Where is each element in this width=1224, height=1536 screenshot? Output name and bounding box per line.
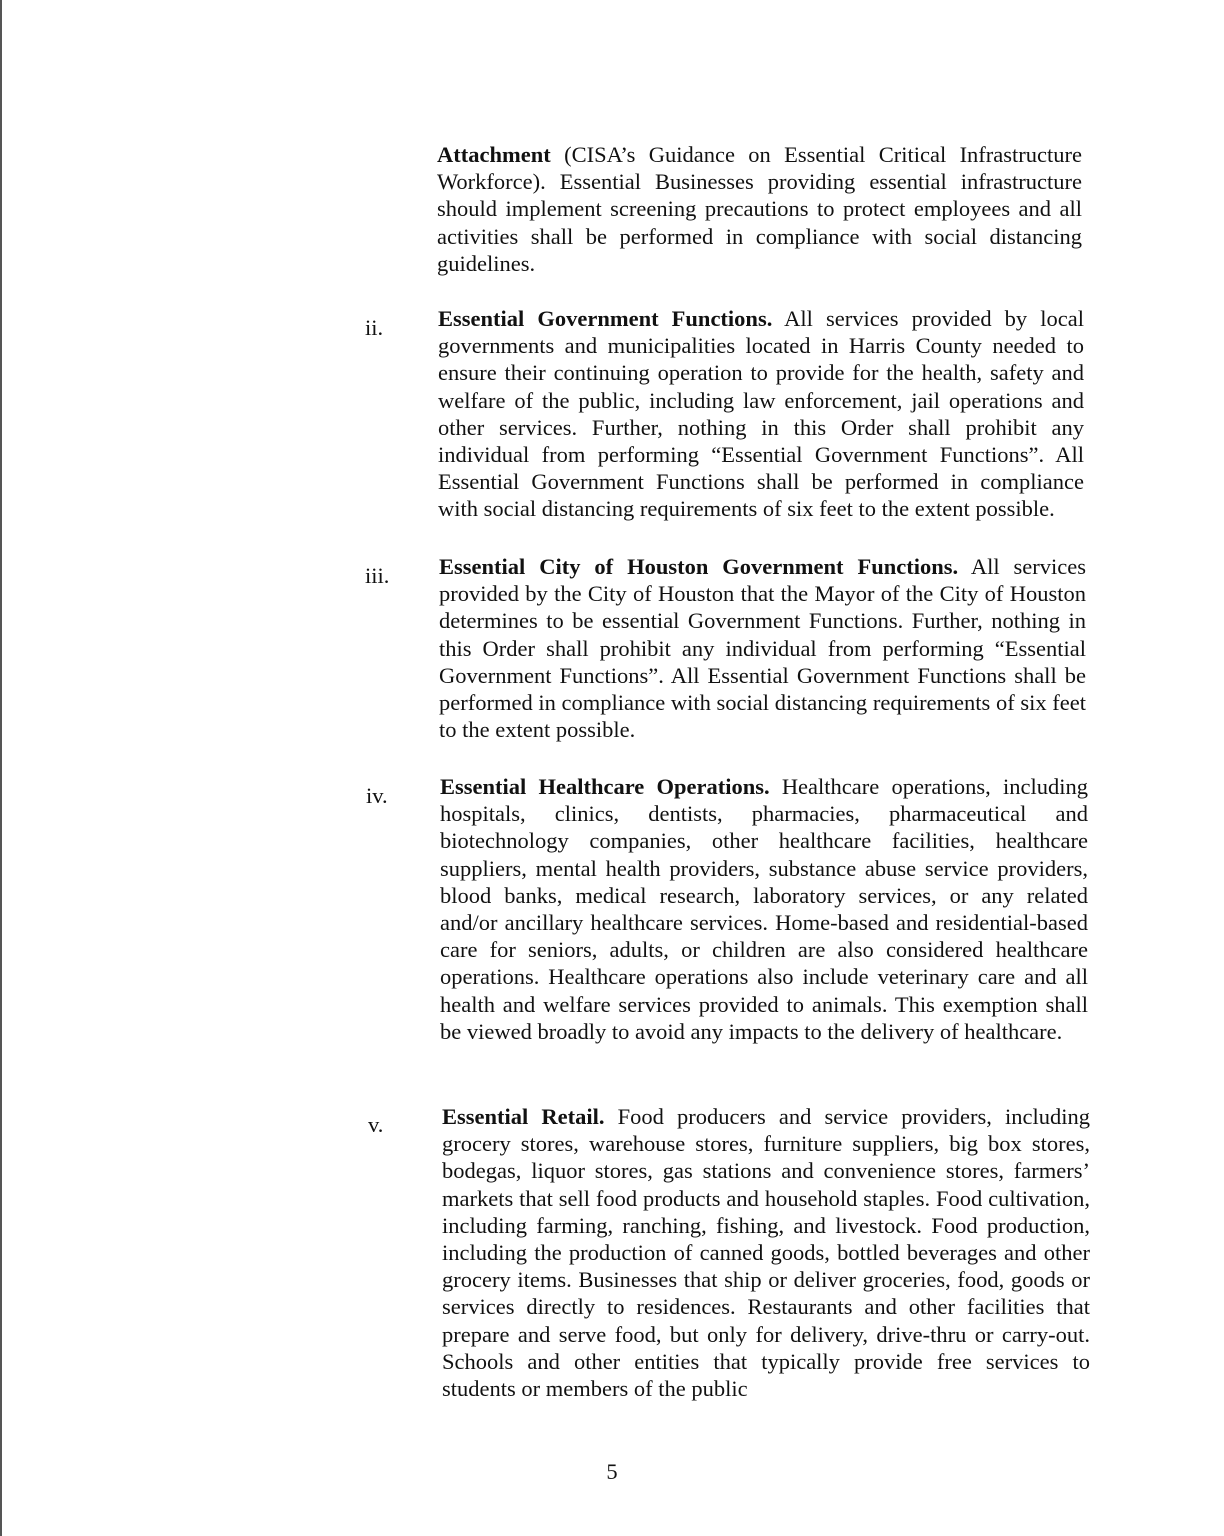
intro-lead: Attachment <box>437 142 551 167</box>
item-lead-iii: Essential City of Houston Government Functions. <box>439 554 959 579</box>
item-body-iv: Healthcare operations, including hospitals, clinics, dentists, pharmacies, pharmaceutical and biotechnology companies, other healthcare facilities, healthcare suppliers, mental health providers, substance abuse service providers, blood banks, medical research, laboratory services, or any related and/or ancillary healthcare services. Home-based and residential-based care for seniors, adults, or children are also considered healthcare operations. Healthcare operations also include veterinary care and all health and welfare services provided to animals. This exemption shall be viewed broadly to avoid any impacts to the delivery of healthcare. <box>440 774 1088 1044</box>
item-body-v: Food producers and service providers, including grocery stores, warehouse stores, furniture suppliers, big box stores, bodegas, liquor stores, gas stations and convenience stores, farmers’ markets that sell food products and household staples. Food cultivation, including farming, ranching, fishing, and livestock. Food production, including the production of canned goods, bottled beverages and other grocery items. Businesses that ship or deliver groceries, food, goods or services directly to residences. Restaurants and other facilities that prepare and serve food, but only for delivery, drive-thru or carry-out. Schools and other entities that typically provide free services to students or members of the public <box>442 1104 1090 1402</box>
item-numeral-iv: iv. <box>366 783 388 808</box>
item-body-iii: All services provided by the City of Houston that the Mayor of the City of Houston determines to be essential Government Functions. Further, nothing in this Order shall prohibit any individual from performing “Essential Government Functions”. All Essential Government Functions shall be performed in compliance with social distancing requirements of six feet to the extent possible. <box>439 554 1086 743</box>
item-paragraph-iii <box>439 553 1086 743</box>
item-paragraph-ii <box>438 305 1084 523</box>
item-numeral-iii: iii. <box>365 563 390 588</box>
intro-paragraph <box>437 141 1082 277</box>
item-lead-v: Essential Retail. <box>442 1104 605 1129</box>
item-body-ii: All services provided by local governments and municipalities located in Harris County needed to ensure their continuing operation to provide for the health, safety and welfare of the public, including law enforcement, jail operations and other services. Further, nothing in this Order shall prohibit any individual from performing “Essential Government Functions”. All Essential Government Functions shall be performed in compliance with social distancing requirements of six feet to the extent possible. <box>438 306 1084 522</box>
item-numeral-v: v. <box>368 1112 384 1137</box>
item-paragraph-iv <box>440 773 1088 1045</box>
item-numeral-ii: ii. <box>365 315 384 340</box>
item-lead-iv: Essential Healthcare Operations. <box>440 774 770 799</box>
item-lead-ii: Essential Government Functions. <box>438 306 773 331</box>
item-paragraph-v <box>442 1103 1090 1402</box>
intro-body: (CISA’s Guidance on Essential Critical Infrastructure Workforce). Essential Businesses providing essential infrastructure should implement screening precautions to protect employees and all activities shall be performed in compliance with social distancing guidelines. <box>437 142 1082 276</box>
page-number: 5 <box>606 1459 618 1484</box>
